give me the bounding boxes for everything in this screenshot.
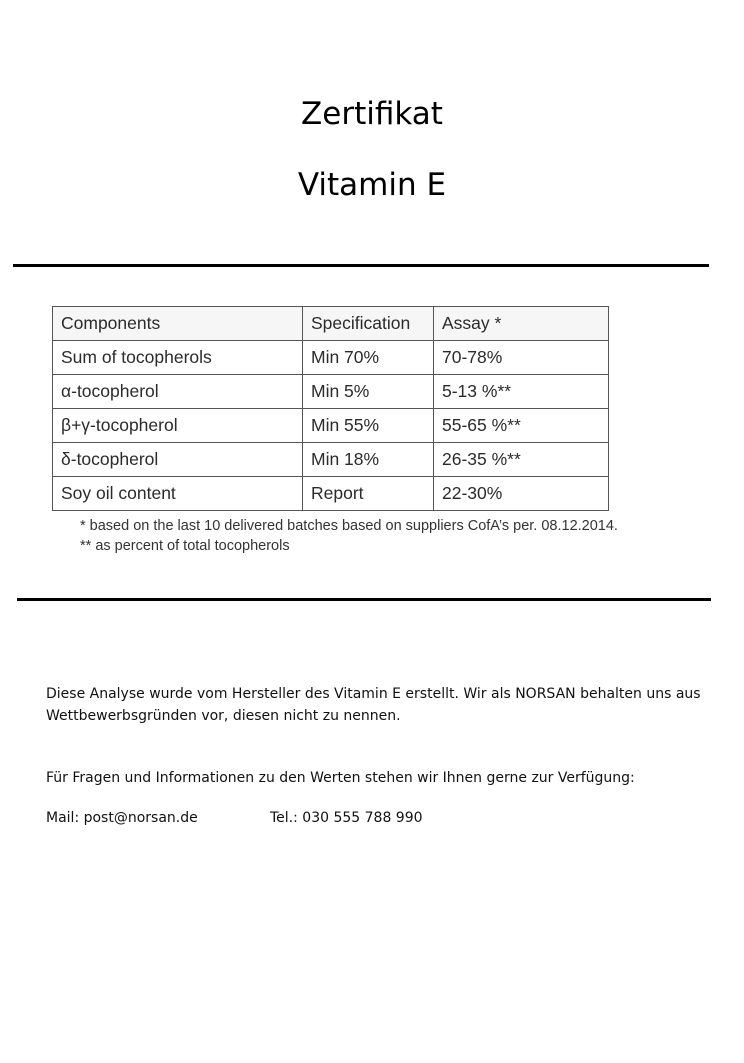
top-divider bbox=[13, 264, 709, 267]
table-cell-component: α-tocopherol bbox=[53, 375, 303, 409]
column-header-assay: Assay * bbox=[434, 307, 609, 341]
mail-contact: Mail: post@norsan.de bbox=[46, 810, 198, 826]
contact-intro: Für Fragen und Informationen zu den Werten stehen wir Ihnen gerne zur Verfügung: bbox=[46, 770, 635, 786]
table-row bbox=[53, 375, 609, 409]
table-cell-specification: Min 5% bbox=[303, 375, 434, 409]
phone-contact: Tel.: 030 555 788 990 bbox=[270, 810, 423, 826]
table-cell-assay: 22-30% bbox=[434, 477, 609, 511]
manufacturer-note: Diese Analyse wurde vom Hersteller des Vitamin E erstellt. Wir als NORSAN behalten uns aus Wettbewerbsgründen vor, diesen nicht zu nennen. bbox=[46, 686, 701, 724]
page-subtitle: Vitamin E bbox=[297, 167, 447, 203]
table-cell-specification: Min 55% bbox=[303, 409, 434, 443]
table-row bbox=[53, 477, 609, 511]
table-cell-assay: 55-65 %** bbox=[434, 409, 609, 443]
table-row bbox=[53, 443, 609, 477]
table-row bbox=[53, 409, 609, 443]
column-header-components: Components bbox=[53, 307, 303, 341]
page-title: Zertifikat bbox=[301, 96, 443, 132]
footnote-percent: ** as percent of total tocopherols bbox=[80, 538, 290, 554]
table-header-row bbox=[53, 307, 609, 341]
table-cell-assay: 26-35 %** bbox=[434, 443, 609, 477]
table-cell-component: Sum of tocopherols bbox=[53, 341, 303, 375]
table-cell-specification: Min 18% bbox=[303, 443, 434, 477]
table-cell-assay: 5-13 %** bbox=[434, 375, 609, 409]
contact-line bbox=[46, 810, 423, 826]
bottom-divider bbox=[17, 598, 711, 601]
specification-table bbox=[52, 306, 609, 511]
column-header-specification: Specification bbox=[303, 307, 434, 341]
table-row bbox=[53, 341, 609, 375]
table-cell-component: β+γ-tocopherol bbox=[53, 409, 303, 443]
table-cell-specification: Min 70% bbox=[303, 341, 434, 375]
table-cell-component: δ-tocopherol bbox=[53, 443, 303, 477]
table-cell-component: Soy oil content bbox=[53, 477, 303, 511]
footnote-assay: * based on the last 10 delivered batches based on suppliers CofA’s per. 08.12.2014. bbox=[80, 518, 618, 534]
table-cell-assay: 70-78% bbox=[434, 341, 609, 375]
table-cell-specification: Report bbox=[303, 477, 434, 511]
